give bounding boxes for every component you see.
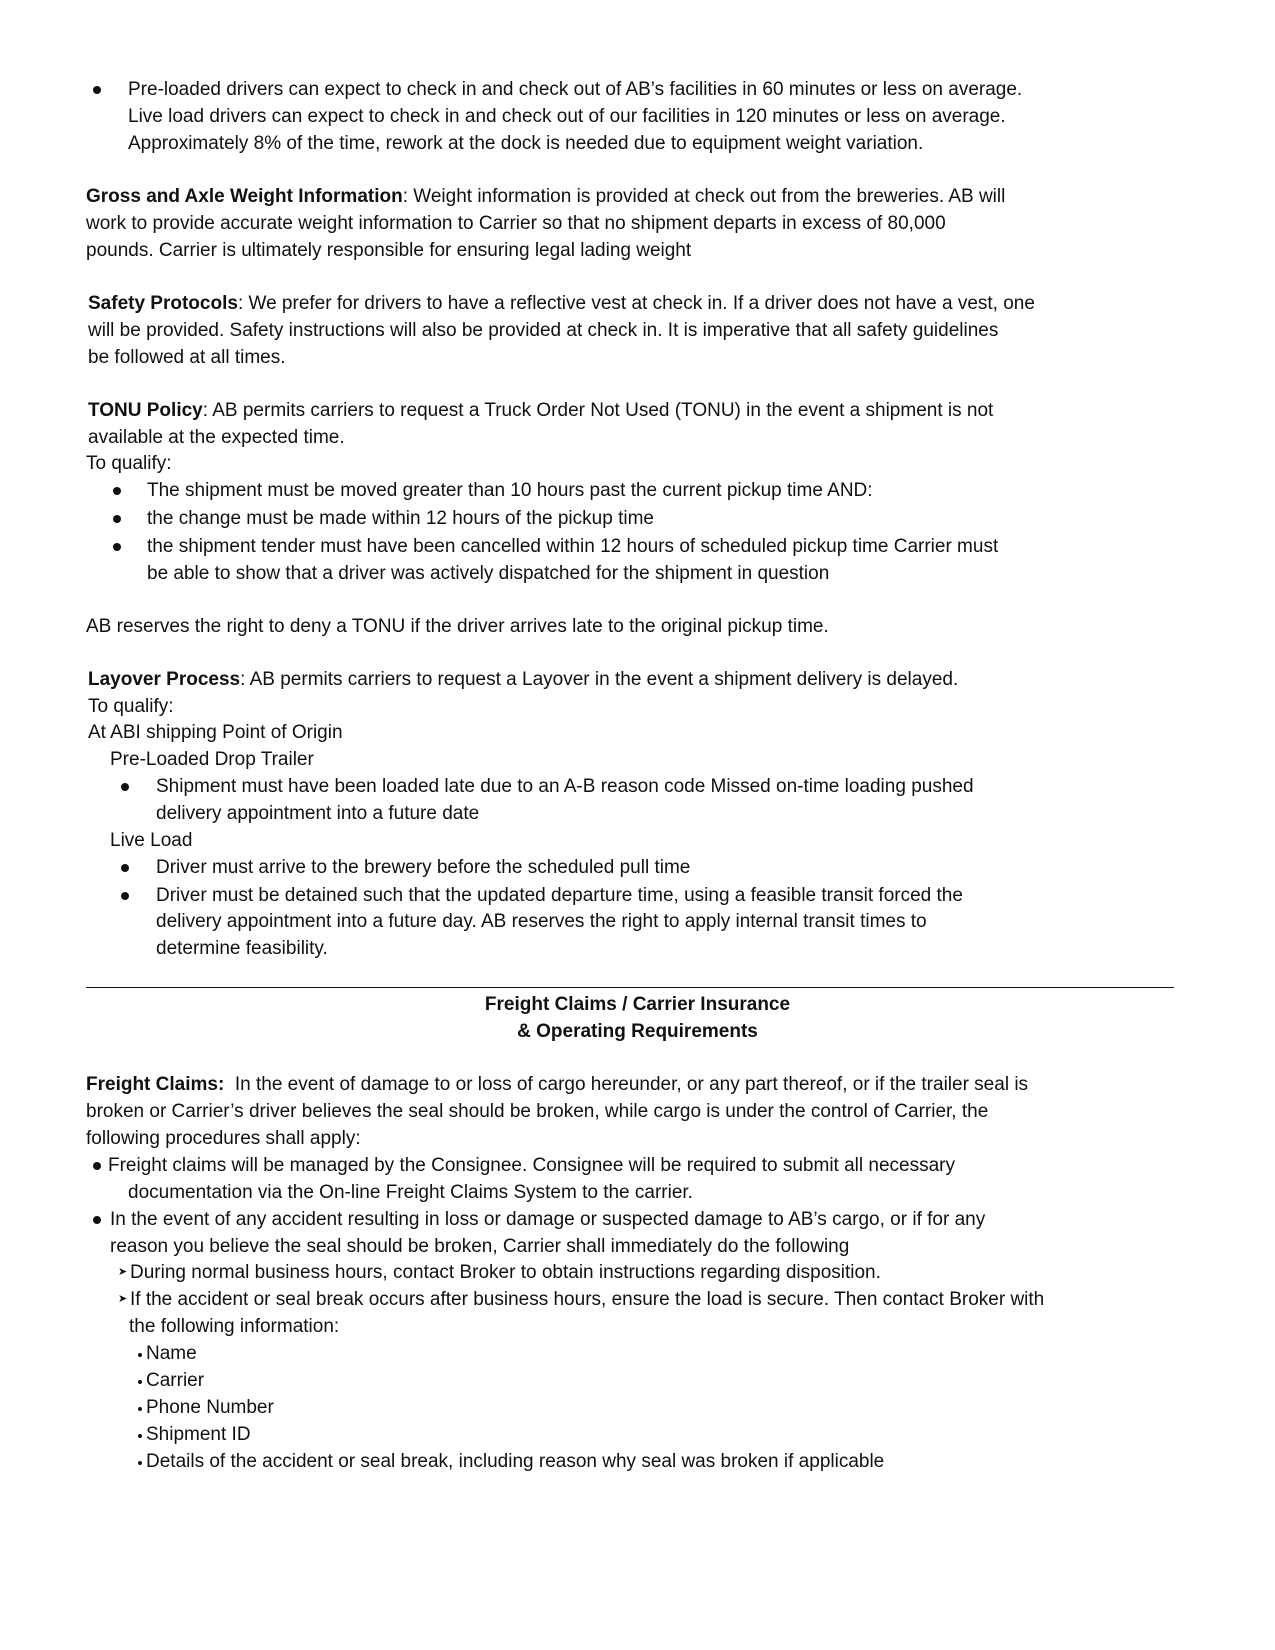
checkin-line-2: Live load drivers can expect to check in and check out of our facilities in 120 minutes or less on average.: [128, 106, 1006, 127]
layover-text-1: : AB permits carriers to request a Layover in the event a shipment delivery is delayed.: [240, 669, 959, 690]
claims-item: Phone Number: [146, 1397, 274, 1418]
claims-heading: Freight Claims:: [86, 1074, 225, 1095]
claims-item: Name: [146, 1343, 197, 1364]
checkin-line-3: Approximately 8% of the time, rework at the dock is needed due to equipment weight variation.: [128, 133, 924, 154]
safety-text-1: : We prefer for drivers to have a reflective vest at check in. If a driver does not have a vest, one: [237, 293, 1035, 314]
gross-text-1: : Weight information is provided at check out from the breweries. AB will: [402, 186, 1006, 207]
layover-pre-bullet-a: Shipment must have been loaded late due to an A-B reason code Missed on-time loading pushed: [156, 776, 974, 797]
bullet-icon: [113, 515, 121, 523]
tonu-bullet-3a: the shipment tender must have been cancelled within 12 hours of scheduled pickup time Carrier must: [147, 536, 999, 557]
section-title-1: Freight Claims / Carrier Insurance: [484, 994, 791, 1015]
layover-live-bullet-1: Driver must arrive to the brewery before the scheduled pull time: [156, 857, 691, 878]
tonu-qualify: To qualify:: [86, 453, 172, 474]
claims-line-2: broken or Carrier’s driver believes the seal should be broken, while cargo is under the control of Carrier, the: [86, 1101, 989, 1122]
bullet-icon: [121, 864, 129, 872]
tonu-line-1: [88, 397, 993, 425]
claims-line-1: [86, 1071, 1028, 1099]
safety-line-1: [88, 290, 1035, 318]
gross-line-1: [86, 183, 1005, 211]
section-divider: [86, 987, 1174, 988]
gross-line-2: work to provide accurate weight information to Carrier so that no shipment departs in excess of 80,000: [86, 213, 946, 234]
claims-bullet-2a: In the event of any accident resulting in loss or damage or suspected damage to AB’s cargo, or if for any: [110, 1209, 986, 1230]
tonu-heading: TONU Policy: [88, 400, 203, 421]
claims-item: Carrier: [146, 1370, 205, 1391]
claims-text-1: In the event of damage to or loss of cargo hereunder, or any part thereof, or if the trailer seal is: [224, 1074, 1029, 1095]
layover-live-bullet-2a: Driver must be detained such that the updated departure time, using a feasible transit forced the: [156, 885, 963, 906]
claims-line-3: following procedures shall apply:: [86, 1128, 361, 1149]
bullet-icon: [93, 1162, 101, 1170]
claims-sub-2b: the following information:: [129, 1316, 340, 1337]
safety-heading: Safety Protocols: [88, 293, 238, 314]
arrow-bullet-icon: ➤: [118, 1293, 128, 1305]
layover-live-bullet-2c: determine feasibility.: [156, 938, 328, 959]
bullet-icon: [113, 543, 121, 551]
arrow-bullet-icon: ➤: [118, 1266, 128, 1278]
layover-pre-bullet-b: delivery appointment into a future date: [156, 803, 480, 824]
safety-line-2: will be provided. Safety instructions will also be provided at check in. It is imperative that all safety guidelines: [88, 320, 999, 341]
safety-line-3: be followed at all times.: [88, 347, 286, 368]
claims-sub-2a: If the accident or seal break occurs after business hours, ensure the load is secure. Then contact Broker with: [130, 1289, 1045, 1310]
small-bullet-icon: [138, 1353, 142, 1357]
claims-bullet-1b: documentation via the On-line Freight Claims System to the carrier.: [128, 1182, 693, 1203]
layover-qualify: To qualify:: [88, 696, 174, 717]
bullet-icon: [93, 86, 101, 94]
bullet-icon: [93, 1216, 101, 1224]
layover-origin: At ABI shipping Point of Origin: [88, 722, 343, 743]
claims-sub-1: During normal business hours, contact Broker to obtain instructions regarding disposition.: [130, 1262, 881, 1283]
tonu-text-1: : AB permits carriers to request a Truck Order Not Used (TONU) in the event a shipment is not: [202, 400, 994, 421]
layover-live-bullet-2b: delivery appointment into a future day. AB reserves the right to apply internal transit times to: [156, 911, 927, 932]
layover-heading: Layover Process: [88, 669, 241, 690]
claims-item: Details of the accident or seal break, including reason why seal was broken if applicable: [146, 1451, 885, 1472]
section-title-2: & Operating Requirements: [517, 1021, 758, 1042]
tonu-bullet-1: The shipment must be moved greater than 10 hours past the current pickup time AND:: [147, 480, 873, 501]
gross-heading: Gross and Axle Weight Information: [86, 186, 403, 207]
claims-bullet-2b: reason you believe the seal should be broken, Carrier shall immediately do the following: [110, 1236, 850, 1257]
small-bullet-icon: [138, 1380, 142, 1384]
layover-live: Live Load: [110, 830, 193, 851]
tonu-deny: AB reserves the right to deny a TONU if the driver arrives late to the original pickup time.: [86, 616, 829, 637]
bullet-icon: [113, 487, 121, 495]
tonu-line-2: available at the expected time.: [88, 427, 345, 448]
layover-preloaded: Pre-Loaded Drop Trailer: [110, 749, 314, 770]
small-bullet-icon: [138, 1461, 142, 1465]
small-bullet-icon: [138, 1434, 142, 1438]
claims-bullet-1a: Freight claims will be managed by the Consignee. Consignee will be required to submit all necessary: [108, 1155, 955, 1176]
small-bullet-icon: [138, 1407, 142, 1411]
tonu-bullet-2: the change must be made within 12 hours of the pickup time: [147, 508, 654, 529]
bullet-icon: [121, 783, 129, 791]
layover-line-1: [88, 666, 958, 694]
gross-line-3: pounds. Carrier is ultimately responsible for ensuring legal lading weight: [86, 240, 692, 261]
claims-item: Shipment ID: [146, 1424, 251, 1445]
bullet-icon: [121, 892, 129, 900]
tonu-bullet-3b: be able to show that a driver was actively dispatched for the shipment in question: [147, 563, 830, 584]
checkin-line-1: Pre-loaded drivers can expect to check in and check out of AB’s facilities in 60 minutes or less on average.: [128, 79, 1023, 100]
